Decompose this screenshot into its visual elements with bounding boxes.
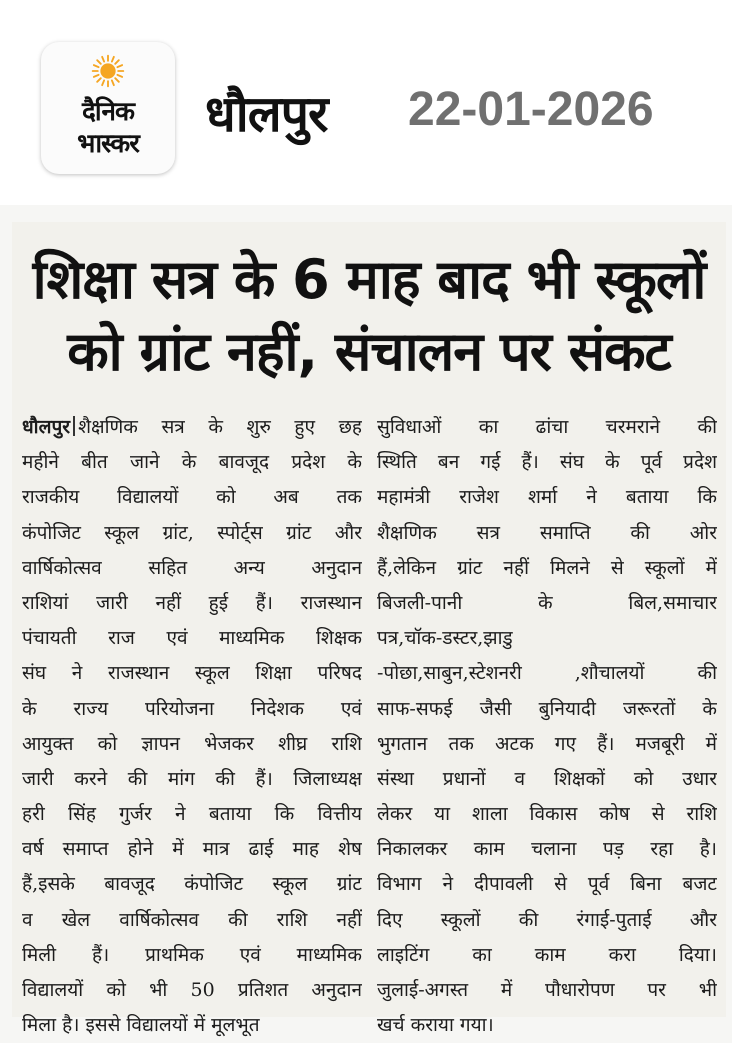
sun-ray <box>112 57 114 62</box>
body-line: स्थिति बन गई हैं। संघ के पूर्व प्रदेश <box>377 451 717 474</box>
first-line <box>22 410 362 445</box>
body-line: विभाग ने दीपावली से पूर्व बिना बजट <box>377 873 717 896</box>
body-line: लाइटिंग का काम करा दिया। <box>377 943 717 966</box>
body-line: महामंत्री राजेश शर्मा ने बताया कि <box>377 486 717 509</box>
logo-text-bhaskar: भास्कर <box>77 129 139 159</box>
sun-ray <box>117 75 122 77</box>
headline-line-1: शिक्षा सत्र के 6 माह बाद भी स्कूलों <box>32 248 706 311</box>
body-line: राजकीय विद्यालयों को अब तक <box>22 486 362 509</box>
body-line: सुविधाओं का ढांचा चरमराने की <box>377 416 717 438</box>
article-column-left <box>22 410 362 1043</box>
body-line: शैक्षणिक सत्र समाप्ति की ओर <box>377 521 717 544</box>
body-line: लेकर या शाला विकास कोष से राशि <box>377 803 717 826</box>
body-line: महीने बीत जाने के बावजूद प्रदेश के <box>22 451 362 474</box>
body-line: भुगतान तक अटक गए हैं। मजबूरी में <box>377 732 717 755</box>
sun-ray <box>97 60 101 64</box>
body-line: संघ ने राजस्थान स्कूल शिक्षा परिषद <box>22 662 362 685</box>
logo-text-dainik: दैनिक <box>82 97 134 127</box>
dainik-bhaskar-logo <box>41 42 175 174</box>
body-line: व खेल वार्षिकोत्सव की राशि नहीं <box>22 908 362 931</box>
headline-line-2: को ग्रांट नहीं, संचालन पर संकट <box>67 320 671 383</box>
body-line: वार्षिकोत्सव सहित अन्य अनुदान <box>22 556 362 579</box>
edition-city: धौलपुर <box>205 85 328 143</box>
body-line: हरी सिंह गुर्जर ने बताया कि वित्तीय <box>22 803 362 826</box>
sun-ray <box>97 78 101 82</box>
sun-ray <box>102 57 104 62</box>
sun-ray <box>117 65 122 67</box>
body-line: वर्ष समाप्त होने में मात्र ढाई माह शेष <box>22 838 362 861</box>
body-line: बिजली-पानी के बिल,समाचार <box>377 591 717 614</box>
body-line: जुलाई-अगस्त में पौधारोपण पर भी <box>377 979 717 1001</box>
body-line: जारी करने की मांग की हैं। जिलाध्यक्ष <box>22 767 362 790</box>
sun-ray <box>102 80 104 85</box>
body-line: के राज्य परियोजना निदेशक एवं <box>22 697 362 720</box>
body-line: पत्र,चॉक-डस्टर,झाडु <box>377 627 513 650</box>
sun-icon <box>91 54 125 88</box>
body-line: आयुक्त को ज्ञापन भेजकर शीघ्र राशि <box>22 732 362 755</box>
news-clipping <box>12 222 726 1037</box>
body-line: विद्यालयों को भी 50 प्रतिशत अनुदान <box>22 979 362 1001</box>
body-line: मिला है। इससे विद्यालयों में मूलभूत <box>22 1014 260 1037</box>
body-line: हैं,लेकिन ग्रांट नहीं मिलने से स्कूलों में <box>377 556 717 579</box>
body-line: शैक्षणिक सत्र के शुरु हुए छह <box>78 416 362 438</box>
sun-ray <box>94 65 99 67</box>
body-line: कंपोजिट स्कूल ग्रांट, स्पोर्ट्स ग्रांट और <box>22 521 362 544</box>
article-column-right <box>377 410 717 1043</box>
body-line: -पोछा,साबुन,स्टेशनरी ,शौचालयों की <box>377 662 717 685</box>
body-line: निकालकर काम चलाना पड़ रहा है। <box>377 838 717 861</box>
body-line: संस्था प्रधानों व शिक्षकों को उधार <box>377 767 717 790</box>
body-line: खर्च कराया गया। <box>377 1014 494 1037</box>
sun-ray <box>94 75 99 77</box>
sun-ray <box>112 80 114 85</box>
dateline-separator <box>73 416 75 436</box>
body-line: मिली हैं। प्राथमिक एवं माध्यमिक <box>22 943 362 966</box>
dateline: धौलपुर <box>22 416 71 438</box>
edition-date: 22-01-2026 <box>408 83 654 136</box>
body-line: हैं,इसके बावजूद कंपोजिट स्कूल ग्रांट <box>22 873 362 896</box>
body-line: साफ-सफई जैसी बुनियादी जरूरतों के <box>377 697 717 720</box>
header-bar <box>0 0 732 205</box>
body-line: राशियां जारी नहीं हुई हैं। राजस्थान <box>22 591 362 614</box>
sun-ray <box>115 60 119 64</box>
body-line: पंचायती राज एवं माध्यमिक शिक्षक <box>22 627 362 650</box>
body-line: दिए स्कूलों की रंगाई-पुताई और <box>377 908 717 931</box>
sun-ray <box>115 78 119 82</box>
